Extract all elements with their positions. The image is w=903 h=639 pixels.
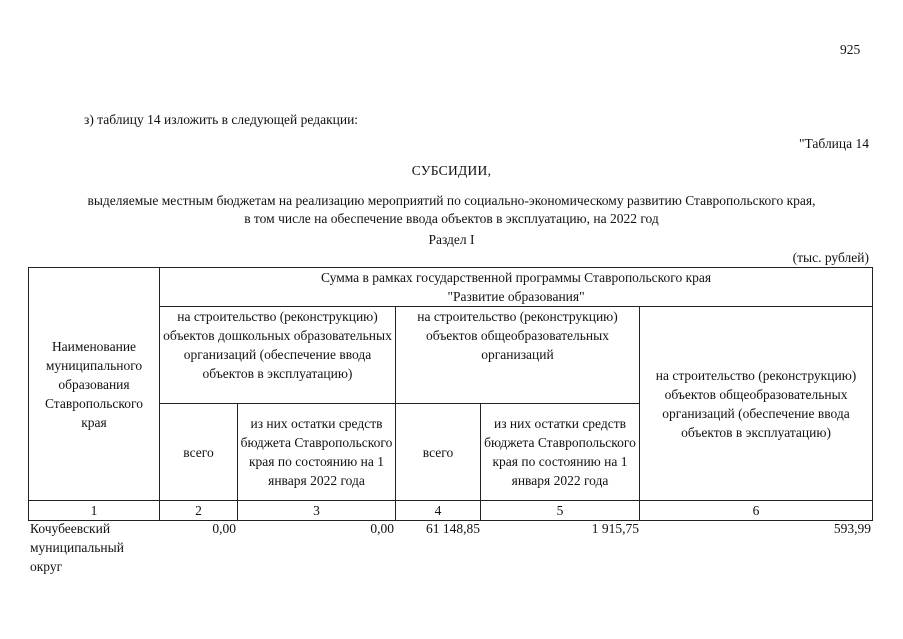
document-subtitle xyxy=(0,192,903,228)
column-number-row xyxy=(29,501,873,521)
header-row-1 xyxy=(29,268,873,307)
value-preschool-total: 0,00 xyxy=(212,521,236,536)
column-number: 3 xyxy=(238,501,396,521)
value-general-commissioning: 593,99 xyxy=(833,521,871,536)
total-header-1: всего xyxy=(160,404,238,501)
subsidies-table xyxy=(28,267,873,521)
preschool-header: на строительство (реконструкцию) объектов дошкольных образовательных организаций (обеспечение ввода объектов в эксплуатацию) xyxy=(160,307,396,404)
table-row xyxy=(28,519,872,579)
page-number: 925 xyxy=(840,42,861,57)
remainder-header-1: из них остатки средств бюджета Ставропольского края по состоянию на 1 января 2022 года xyxy=(238,404,396,501)
section-label: Раздел I xyxy=(428,232,475,247)
column-number: 5 xyxy=(481,501,640,521)
program-header-line-1: Сумма в рамках государственной программы Ставропольского края xyxy=(320,270,712,285)
column-number: 1 xyxy=(29,501,160,521)
subtitle-line-1: выделяемые местным бюджетам на реализацию мероприятий по социально-экономическому развитию Ставропольского края, xyxy=(87,193,816,208)
program-header-line-2: "Развитие образования" xyxy=(447,289,585,304)
document-title: СУБСИДИИ, xyxy=(411,163,492,178)
column-number: 2 xyxy=(160,501,238,521)
value-preschool-remainder: 0,00 xyxy=(370,521,394,536)
column-number: 6 xyxy=(640,501,873,521)
column-number: 4 xyxy=(396,501,481,521)
general-education-header: на строительство (реконструкцию) объектов общеобразовательных организаций xyxy=(396,307,640,404)
total-header-2: всего xyxy=(396,404,481,501)
table-label: "Таблица 14 xyxy=(799,136,869,151)
units-label: (тыс. рублей) xyxy=(792,250,869,265)
remainder-header-2: из них остатки средств бюджета Ставропольского края по состоянию на 1 января 2022 года xyxy=(481,404,640,501)
value-general-total: 61 148,85 xyxy=(426,521,480,536)
general-education-commissioning-header: на строительство (реконструкцию) объектов общеобразовательных организаций (обеспечение ввода объектов в эксплуатацию) xyxy=(640,307,873,501)
value-general-remainder: 1 915,75 xyxy=(591,521,639,536)
intro-text: з) таблицу 14 изложить в следующей редакции: xyxy=(84,112,359,127)
subtitle-line-2: в том числе на обеспечение ввода объектов в эксплуатацию, на 2022 год xyxy=(244,211,659,226)
name-column-header: Наименование муниципального образования Ставропольского края xyxy=(29,268,160,501)
program-header xyxy=(160,268,873,307)
municipality-name: Кочубеевский муниципальный округ xyxy=(30,521,124,574)
